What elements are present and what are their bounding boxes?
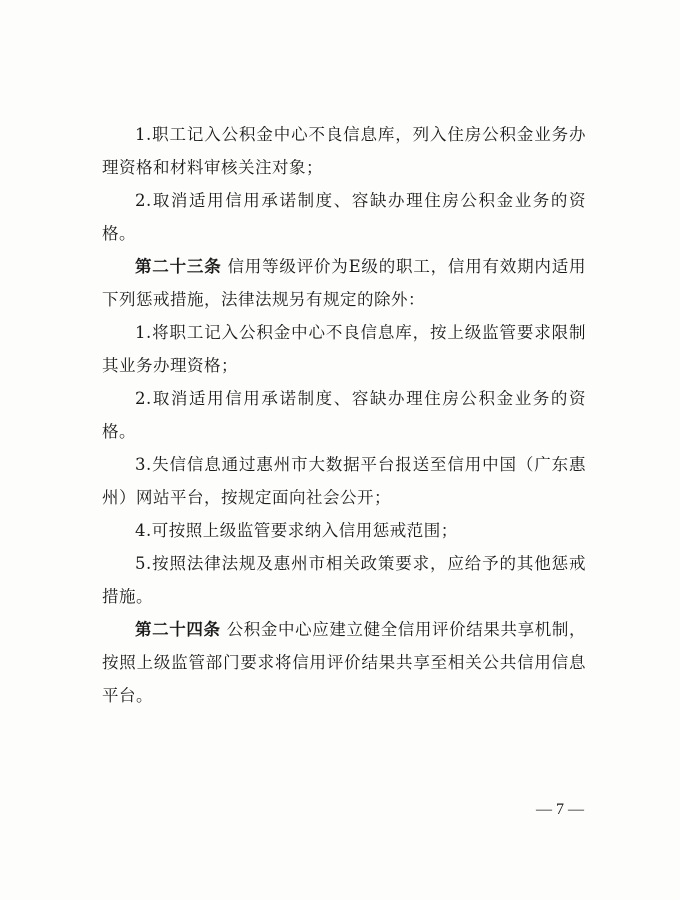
page-number: — 7 — <box>536 801 584 818</box>
paragraph-text: 2.取消适用信用承诺制度、容缺办理住房公积金业务的资格。 <box>102 389 586 441</box>
paragraph-1 <box>102 118 586 184</box>
article-heading: 第二十四条 <box>135 620 221 639</box>
paragraph-4 <box>102 316 586 382</box>
paragraph-7 <box>102 514 586 547</box>
article-23 <box>102 250 586 316</box>
paragraph-text: 2.取消适用信用承诺制度、容缺办理住房公积金业务的资格。 <box>102 191 586 243</box>
paragraph-text: 3.失信信息通过惠州市大数据平台报送至信用中国（广东惠州）网站平台，按规定面向社会公开； <box>102 455 586 507</box>
paragraph-text: 公积金中心应建立健全信用评价结果共享机制，按照上级监管部门要求将信用评价结果共享至相关公共信用信息平台。 <box>102 620 587 705</box>
paragraph-6 <box>102 448 586 514</box>
article-24 <box>102 613 586 712</box>
paragraph-text: 信用等级评价为E级的职工，信用有效期内适用下列惩戒措施，法律法规另有规定的除外： <box>102 257 587 309</box>
paragraph-text: 5.按照法律法规及惠州市相关政策要求，应给予的其他惩戒措施。 <box>102 554 586 606</box>
paragraph-text: 1.将职工记入公积金中心不良信息库，按上级监管要求限制其业务办理资格； <box>102 323 586 375</box>
paragraph-text: 4.可按照上级监管要求纳入信用惩戒范围； <box>135 521 458 540</box>
document-body <box>102 118 586 712</box>
article-heading: 第二十三条 <box>135 257 222 276</box>
paragraph-2 <box>102 184 586 250</box>
paragraph-text: 1.职工记入公积金中心不良信息库，列入住房公积金业务办理资格和材料审核关注对象； <box>102 125 586 177</box>
paragraph-8 <box>102 547 586 613</box>
paragraph-5 <box>102 382 586 448</box>
